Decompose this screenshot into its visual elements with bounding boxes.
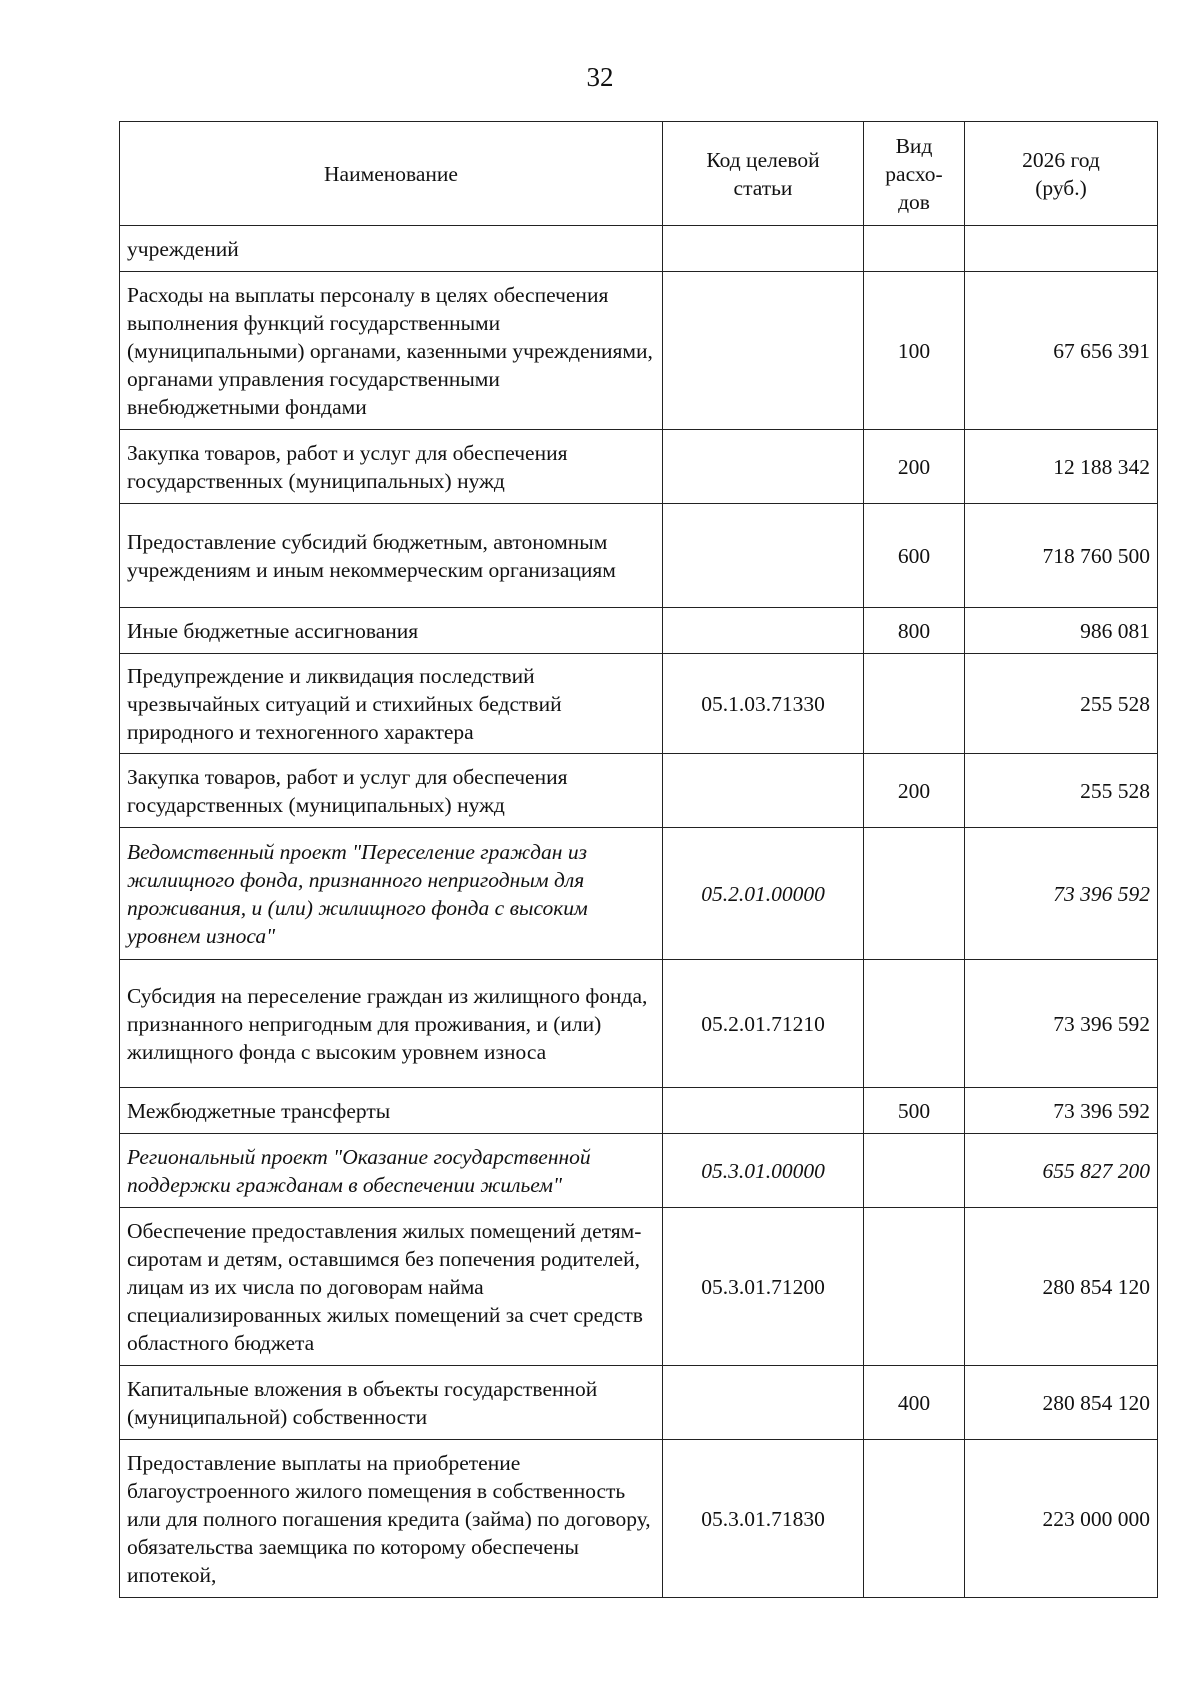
cell-name: Предоставление субсидий бюджетным, автономным учреждениям и иным некоммерческим организациям — [120, 504, 663, 608]
cell-code — [663, 608, 864, 654]
cell-kind: 200 — [864, 430, 965, 504]
cell-code: 05.3.01.00000 — [663, 1134, 864, 1208]
cell-kind — [864, 1440, 965, 1598]
budget-table — [119, 121, 1158, 1598]
cell-amount: 73 396 592 — [965, 1088, 1158, 1134]
cell-amount: 718 760 500 — [965, 504, 1158, 608]
cell-name: Ведомственный проект "Переселение граждан из жилищного фонда, признанного непригодным для проживания, и (или) жилищного фонда с высоким уровнем износа" — [120, 828, 663, 960]
table-row — [120, 272, 1158, 430]
cell-kind — [864, 654, 965, 754]
cell-amount: 223 000 000 — [965, 1440, 1158, 1598]
cell-code: 05.2.01.00000 — [663, 828, 864, 960]
cell-name: Расходы на выплаты персоналу в целях обеспечения выполнения функций государственными (муниципальными) органами, казенными учреждениями, органами управления государственными внебюджетными фондами — [120, 272, 663, 430]
cell-amount: 73 396 592 — [965, 828, 1158, 960]
cell-code: 05.3.01.71830 — [663, 1440, 864, 1598]
table-row — [120, 654, 1158, 754]
cell-kind — [864, 828, 965, 960]
cell-kind: 200 — [864, 754, 965, 828]
cell-code — [663, 504, 864, 608]
cell-amount: 73 396 592 — [965, 960, 1158, 1088]
table-row — [120, 754, 1158, 828]
cell-kind: 400 — [864, 1366, 965, 1440]
header-code: Код целевой статьи — [663, 122, 864, 226]
header-amount: 2026 год (руб.) — [965, 122, 1158, 226]
cell-code — [663, 1366, 864, 1440]
cell-amount — [965, 226, 1158, 272]
cell-kind: 100 — [864, 272, 965, 430]
cell-amount: 655 827 200 — [965, 1134, 1158, 1208]
cell-kind: 500 — [864, 1088, 965, 1134]
cell-amount: 280 854 120 — [965, 1208, 1158, 1366]
cell-name: Предоставление выплаты на приобретение благоустроенного жилого помещения в собственность или для полного погашения кредита (займа) по договору, обязательства заемщика по которому обеспечены ипотекой, — [120, 1440, 663, 1598]
cell-name: Обеспечение предоставления жилых помещений детям-сиротам и детям, оставшимся без попечения родителей, лицам из их числа по договорам найма специализированных жилых помещений за счет средств областного бюджета — [120, 1208, 663, 1366]
cell-kind — [864, 1208, 965, 1366]
cell-name: Закупка товаров, работ и услуг для обеспечения государственных (муниципальных) нужд — [120, 430, 663, 504]
header-kind: Вид расхо- дов — [864, 122, 965, 226]
cell-amount: 986 081 — [965, 608, 1158, 654]
cell-kind — [864, 960, 965, 1088]
table-row — [120, 1134, 1158, 1208]
table-row — [120, 608, 1158, 654]
table-row — [120, 828, 1158, 960]
cell-name: Субсидия на переселение граждан из жилищного фонда, признанного непригодным для проживания, и (или) жилищного фонда с высоким уровнем износа — [120, 960, 663, 1088]
table-header-row — [120, 122, 1158, 226]
table-row — [120, 1366, 1158, 1440]
table-row — [120, 1440, 1158, 1598]
table-row — [120, 1208, 1158, 1366]
cell-amount: 280 854 120 — [965, 1366, 1158, 1440]
cell-name: Иные бюджетные ассигнования — [120, 608, 663, 654]
cell-name: Закупка товаров, работ и услуг для обеспечения государственных (муниципальных) нужд — [120, 754, 663, 828]
cell-kind: 600 — [864, 504, 965, 608]
cell-name: Межбюджетные трансферты — [120, 1088, 663, 1134]
cell-amount: 255 528 — [965, 754, 1158, 828]
cell-name: Капитальные вложения в объекты государственной (муниципальной) собственности — [120, 1366, 663, 1440]
cell-name: Предупреждение и ликвидация последствий чрезвычайных ситуаций и стихийных бедствий природного и техногенного характера — [120, 654, 663, 754]
cell-name: Региональный проект "Оказание государственной поддержки гражданам в обеспечении жильем" — [120, 1134, 663, 1208]
table-row — [120, 960, 1158, 1088]
cell-code — [663, 272, 864, 430]
cell-kind — [864, 226, 965, 272]
cell-code: 05.1.03.71330 — [663, 654, 864, 754]
table-row — [120, 226, 1158, 272]
table-row — [120, 430, 1158, 504]
cell-kind: 800 — [864, 608, 965, 654]
cell-name: учреждений — [120, 226, 663, 272]
cell-code — [663, 226, 864, 272]
table-row — [120, 504, 1158, 608]
cell-kind — [864, 1134, 965, 1208]
cell-amount: 67 656 391 — [965, 272, 1158, 430]
cell-code — [663, 430, 864, 504]
cell-code — [663, 754, 864, 828]
cell-amount: 12 188 342 — [965, 430, 1158, 504]
table-row — [120, 1088, 1158, 1134]
cell-code: 05.2.01.71210 — [663, 960, 864, 1088]
cell-code: 05.3.01.71200 — [663, 1208, 864, 1366]
page-number: 32 — [586, 62, 614, 92]
cell-code — [663, 1088, 864, 1134]
cell-amount: 255 528 — [965, 654, 1158, 754]
header-name: Наименование — [120, 122, 663, 226]
